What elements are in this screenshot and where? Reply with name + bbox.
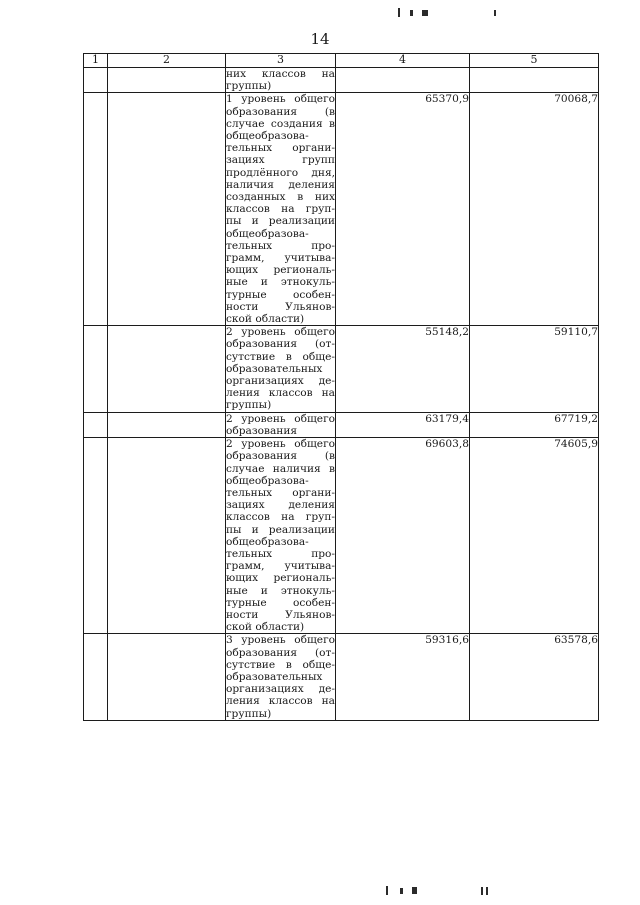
description-line: ской области) <box>226 313 305 326</box>
table-row <box>84 68 599 93</box>
cell-col-2 <box>108 438 226 634</box>
scan-artifact <box>422 10 428 16</box>
description-line: образования (от- <box>226 646 335 659</box>
description-line: турные особен- <box>226 596 335 609</box>
scan-artifact <box>412 887 417 894</box>
description-line: тельных органи- <box>226 486 335 499</box>
description-line: сутствие в обще- <box>226 350 335 363</box>
header-col-3: 3 <box>226 54 336 68</box>
description-line: созданных в них <box>226 191 335 204</box>
scan-artifact <box>486 887 488 895</box>
cell-value-col-4: 59316,6 <box>336 634 470 720</box>
description-line: образовательных <box>226 362 323 375</box>
description-line: 2 уровень общего <box>226 326 335 339</box>
description-line: образования <box>226 424 298 437</box>
cell-col-1 <box>84 634 108 720</box>
table-row <box>84 93 599 326</box>
cell-col-2 <box>108 68 226 93</box>
description-line: образовательных <box>226 670 323 683</box>
page-number: 14 <box>310 30 330 48</box>
cell-col-2 <box>108 412 226 437</box>
cell-col-1 <box>84 438 108 634</box>
cell-description <box>226 68 336 93</box>
description-line: грамм, учитыва- <box>226 560 335 573</box>
header-col-1: 1 <box>84 54 108 68</box>
description-line: общеобразова- <box>226 130 309 143</box>
description-line: ской области) <box>226 621 305 634</box>
description-line: организациях де- <box>226 375 335 388</box>
description-line: 3 уровень общего <box>226 634 335 647</box>
description-line: общеобразова- <box>226 227 309 240</box>
table-row <box>84 438 599 634</box>
description-line: сутствие в обще- <box>226 658 335 671</box>
description-line: турные особен- <box>226 288 335 301</box>
cell-value-col-5: 70068,7 <box>470 93 599 326</box>
description-line: 2 уровень общего <box>226 412 335 425</box>
description-line: общеобразова- <box>226 535 309 548</box>
cell-value-col-5: 59110,7 <box>470 326 599 412</box>
description-line: ности Ульянов- <box>226 300 335 313</box>
description-line: зациях деления <box>226 499 335 512</box>
cell-value-col-4: 65370,9 <box>336 93 470 326</box>
cell-col-2 <box>108 634 226 720</box>
description-line: ности Ульянов- <box>226 608 335 621</box>
description-line: них классов на <box>226 68 335 80</box>
cell-value-col-4 <box>336 68 470 93</box>
table-row <box>84 412 599 437</box>
description-line: продлённого дня, <box>226 166 335 179</box>
cell-value-col-5: 63578,6 <box>470 634 599 720</box>
description-line: случае наличия в <box>226 462 335 475</box>
cell-description <box>226 326 336 412</box>
description-line: зациях групп <box>226 154 335 167</box>
scan-artifact <box>494 10 496 16</box>
description-line: группы) <box>226 80 272 93</box>
cell-description <box>226 634 336 720</box>
cell-description <box>226 93 336 326</box>
cell-value-col-4: 63179,4 <box>336 412 470 437</box>
description-line: ющих региональ- <box>226 572 335 585</box>
cell-value-col-4: 69603,8 <box>336 438 470 634</box>
cell-value-col-5: 74605,9 <box>470 438 599 634</box>
description-line: тельных органи- <box>226 142 335 155</box>
description-line: образования (в <box>226 450 335 463</box>
cell-col-2 <box>108 326 226 412</box>
cell-value-col-5 <box>470 68 599 93</box>
cell-col-1 <box>84 412 108 437</box>
description-line: организациях де- <box>226 683 335 696</box>
description-line: наличия деления <box>226 178 335 191</box>
cell-col-1 <box>84 326 108 412</box>
cell-description <box>226 412 336 437</box>
table-row <box>84 634 599 720</box>
cell-col-1 <box>84 68 108 93</box>
description-line: классов на груп- <box>226 511 335 524</box>
description-line: пы и реализации <box>226 215 335 228</box>
scan-artifact <box>400 888 403 894</box>
description-line: классов на груп- <box>226 203 335 216</box>
scan-artifact <box>410 10 413 16</box>
description-line: ления классов на <box>226 695 335 708</box>
header-col-4: 4 <box>336 54 470 68</box>
table-header-row <box>84 54 599 68</box>
cell-value-col-5: 67719,2 <box>470 412 599 437</box>
description-line: группы) <box>226 399 272 412</box>
description-line: 2 уровень общего <box>226 438 335 451</box>
description-line: образования (от- <box>226 338 335 351</box>
description-line: образования (в <box>226 105 335 118</box>
table-row <box>84 326 599 412</box>
header-col-2: 2 <box>108 54 226 68</box>
description-line: пы и реализации <box>226 523 335 536</box>
description-line: грамм, учитыва- <box>226 252 335 265</box>
scan-artifact <box>386 886 388 895</box>
description-line: ные и этнокуль- <box>226 276 335 289</box>
budget-table <box>83 53 599 721</box>
cell-value-col-4: 55148,2 <box>336 326 470 412</box>
description-line: группы) <box>226 707 272 720</box>
description-line: случае создания в <box>226 117 335 130</box>
cell-col-2 <box>108 93 226 326</box>
scan-artifact <box>398 8 400 17</box>
description-line: ления классов на <box>226 387 335 400</box>
description-line: 1 уровень общего <box>226 93 335 106</box>
description-line: общеобразова- <box>226 474 309 487</box>
header-col-5: 5 <box>470 54 599 68</box>
cell-col-1 <box>84 93 108 326</box>
cell-description <box>226 438 336 634</box>
description-line: тельных про- <box>226 239 335 252</box>
scan-artifact <box>481 887 483 895</box>
description-line: ющих региональ- <box>226 264 335 277</box>
description-line: тельных про- <box>226 547 335 560</box>
description-line: ные и этнокуль- <box>226 584 335 597</box>
